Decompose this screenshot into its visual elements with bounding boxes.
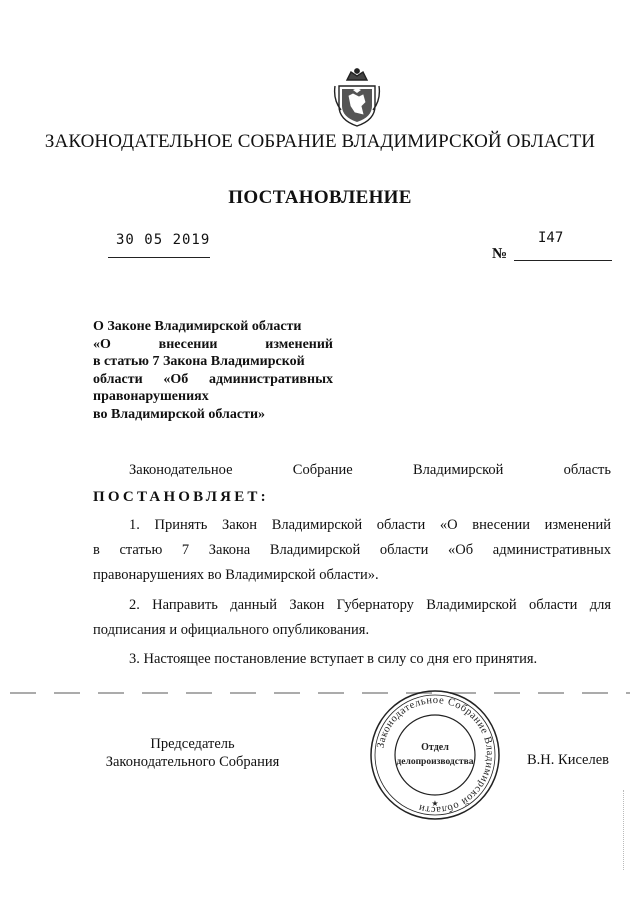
decree-item-1 <box>93 513 611 588</box>
title-line: во Владимирской области» <box>93 406 266 422</box>
official-stamp <box>368 688 502 822</box>
signatory-position <box>100 735 285 771</box>
document-date: 30 05 2019 <box>116 232 211 248</box>
document-type: ПОСТАНОВЛЕНИЕ <box>228 187 412 208</box>
signatory-name: В.Н. Киселев <box>527 752 610 768</box>
item-text: 2. Направить данный Закон Губернатору Владимирской области для подписания и официального опубликования. <box>93 597 611 638</box>
document-title <box>93 318 333 423</box>
number-underline <box>514 260 612 261</box>
item-line: 1. Принять Закон Владимирской области «О внесении изменений <box>129 517 611 533</box>
coat-of-arms-icon <box>333 66 381 130</box>
date-underline <box>108 257 210 258</box>
svg-text:Законодательное Собрание Влади <box>375 695 495 815</box>
intro-text: Законодательное Собрание Владимирской область <box>129 462 611 478</box>
title-line: «О внесении изменений <box>93 336 333 352</box>
stamp-center-line: Отдел <box>421 742 449 753</box>
title-line: области «Об административных <box>93 371 333 387</box>
position-line: Законодательного Собрания <box>105 754 280 770</box>
position-line: Председатель <box>150 736 235 752</box>
star-icon: ★ <box>431 799 439 808</box>
decree-item-2 <box>93 593 611 643</box>
scan-artifact-line <box>10 692 630 694</box>
stamp-center-line: делопроизводства <box>396 757 474 767</box>
document-number: I47 <box>538 230 564 246</box>
decree-item-3 <box>93 647 611 672</box>
stamp-ring-text: Законодательное Собрание Владимирской области <box>375 694 496 816</box>
organization-title: ЗАКОНОДАТЕЛЬНОЕ СОБРАНИЕ ВЛАДИМИРСКОЙ ОБЛАСТИ <box>44 131 596 152</box>
decree-word: ПОСТАНОВЛЯЕТ: <box>93 489 269 505</box>
title-line: О Законе Владимирской области <box>93 319 302 334</box>
title-line: правонарушениях <box>93 389 209 404</box>
scan-margin-mark <box>613 790 624 870</box>
item-line: в статью 7 Закона Владимирской области «Об административных <box>93 542 611 558</box>
item-text: 3. Настоящее постановление вступает в силу со дня его принятия. <box>129 651 538 667</box>
number-label: № <box>492 246 508 262</box>
item-line: правонарушениях во Владимирской области». <box>93 567 379 583</box>
title-line: в статью 7 Закона Владимирской <box>93 354 305 369</box>
